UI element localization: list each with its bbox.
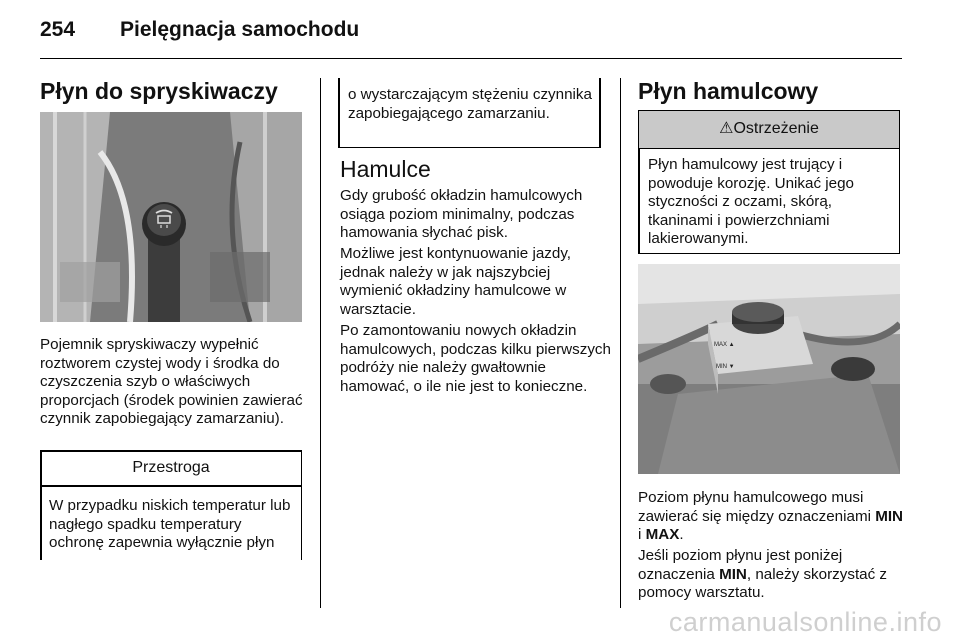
page-header: [40, 18, 359, 42]
column-divider-left: [320, 78, 321, 608]
caution-box-cont-right: [599, 78, 601, 148]
caution-text: W przypadku niskich temperatur lub nagłego spadku temperatury ochronę zapewnia wyłącznie płyn: [49, 497, 291, 551]
warning-triangle-icon: ⚠: [719, 120, 734, 137]
min-marker-label: MIN ▼: [716, 364, 735, 370]
caution-box-top: [40, 450, 302, 452]
warning-title: Ostrzeżenie: [733, 120, 819, 137]
washer-fluid-heading: Płyn do spryskiwaczy: [40, 78, 278, 104]
page-number: 254: [40, 18, 76, 41]
warning-header: [638, 110, 900, 149]
brakes-paragraph-1: Gdy grubość okładzin hamulcowych osiąga poziom minimalny, podczas hamowania słychać pisk.: [340, 187, 583, 241]
washer-reservoir-photo: [40, 112, 302, 322]
brake-fluid-paragraph-1: [638, 489, 908, 545]
max-marker-label: MAX ▲: [714, 342, 735, 348]
brake-fluid-p2-end: , należy skorzystać z pomocy warsztatu.: [638, 565, 888, 601]
brake-fluid-p2-text: Jeśli poziom płynu jest poniżej oznaczenia: [638, 547, 843, 583]
min-label: MIN: [875, 507, 904, 525]
max-label: MAX: [645, 526, 680, 543]
caution-title: Przestroga: [132, 459, 210, 476]
warning-box-bottom: [638, 253, 900, 255]
min-label-2: MIN: [719, 565, 747, 583]
caution-box-cont-left: [338, 78, 340, 148]
column-divider-right: [620, 78, 621, 608]
brake-fluid-heading: Płyn hamulcowy: [638, 78, 819, 104]
brake-fluid-p1-and: i: [638, 526, 646, 543]
caution-box-divider: [40, 485, 302, 487]
brake-fluid-reservoir-photo: [638, 264, 900, 474]
brakes-paragraph-3: Po zamontowaniu nowych okładzin hamulcowych, podczas kilku pierwszych podróży nie należy gwałtownie hamować, o ile nie jest to konieczne.: [340, 322, 611, 395]
brake-fluid-p1-text: Poziom płynu hamulcowego musi zawierać się między oznaczeniami: [638, 489, 876, 525]
header-rule: [40, 58, 902, 59]
section-title: Pielęgnacja samochodu: [120, 18, 360, 41]
warning-box-left: [638, 148, 640, 254]
brake-fluid-paragraph-2: [638, 547, 913, 603]
caution-box-cont-bottom: [338, 147, 600, 149]
brakes-paragraph-2: Możliwe jest kontynuowanie jazdy, jednak należy w jak najszybciej wymienić okładziny hamulcowe w warsztacie.: [340, 245, 572, 318]
watermark: carmanualsonline.info: [668, 607, 942, 637]
caution-text-continued: o wystarczającym stężeniu czynnika zapobiegającego zamarzaniu.: [348, 86, 592, 122]
brake-fluid-p1-end: .: [679, 526, 684, 543]
warning-box-right: [899, 148, 901, 254]
washer-fluid-paragraph: Pojemnik spryskiwaczy wypełnić roztworem czystej wody i środka do czyszczenia szyb o właściwych proporcjach (środek powinien zawierać czynnik zapobiegający zamarzaniu).: [40, 336, 303, 427]
brakes-heading: Hamulce: [340, 156, 431, 182]
warning-text: Płyn hamulcowy jest trujący i powoduje korozję. Unikać jego styczności z oczami, skórą, tkaninami i powierzchniami lakierowanymi.: [648, 156, 854, 247]
